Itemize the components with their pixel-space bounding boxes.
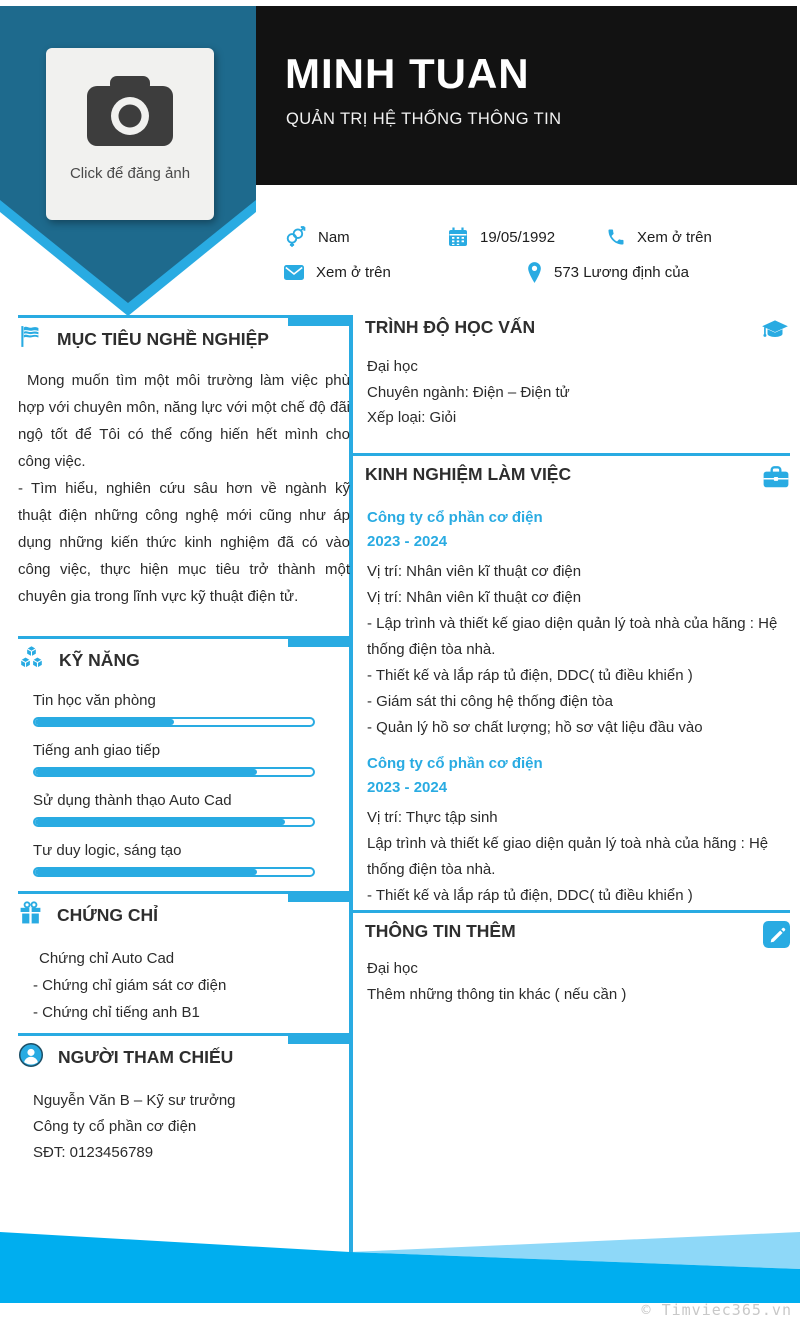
section-references	[18, 1033, 350, 1166]
section-divider	[353, 910, 790, 913]
additional-item: Thêm những thông tin khác ( nếu cần )	[367, 986, 627, 1003]
section-title-skills: KỸ NĂNG	[59, 649, 140, 670]
skill-item[interactable]	[33, 792, 350, 827]
experience-period: 2023 - 2024	[367, 779, 448, 796]
section-education	[365, 317, 790, 431]
experience-line: Vị trí: Nhân viên kĩ thuật cơ điện	[367, 563, 582, 580]
section-experience	[365, 464, 790, 909]
contact-birthday[interactable]	[447, 224, 555, 250]
reference-item: SĐT: 0123456789	[33, 1144, 154, 1161]
certificate-item: - Chứng chỉ tiếng anh B1	[33, 1004, 200, 1021]
photo-ribbon	[0, 0, 256, 320]
education-item: Xếp loại: Giỏi	[367, 409, 457, 426]
section-objective	[18, 315, 350, 610]
certificate-list[interactable]	[18, 945, 350, 1026]
certificate-item: Chứng chỉ Auto Cad	[39, 950, 175, 967]
section-additional	[365, 921, 790, 1008]
experience-line: - Giám sát thi công hệ thống điện tòa	[367, 693, 613, 710]
experience-company: Công ty cổ phần cơ điện	[367, 509, 543, 526]
cv-name[interactable]: MINH TUAN	[285, 50, 530, 97]
skill-list	[18, 692, 350, 877]
additional-list[interactable]	[365, 956, 790, 1008]
contact-phone[interactable]	[606, 224, 712, 250]
experience-line: - Thiết kế và lắp ráp tủ điện, DDC( tủ điều khiển )	[367, 887, 693, 904]
section-skills	[18, 636, 350, 892]
section-rule-accent	[288, 891, 350, 902]
graduation-cap-icon	[760, 317, 790, 348]
experience-line: - Thiết kế và lắp ráp tủ điện, DDC( tủ điều khiển )	[367, 667, 693, 684]
skill-fill	[35, 819, 285, 825]
contact-email-value: Xem ở trên	[316, 263, 391, 281]
skill-bar	[33, 817, 315, 827]
cv-job-title[interactable]: QUẢN TRỊ HỆ THỐNG THÔNG TIN	[286, 110, 562, 128]
name-banner	[255, 6, 797, 185]
education-list[interactable]	[365, 354, 790, 431]
experience-entry[interactable]	[365, 507, 790, 741]
section-divider	[353, 453, 790, 456]
additional-item: Đại học	[367, 960, 418, 977]
flag-icon	[18, 324, 43, 354]
section-title-objective: MỤC TIÊU NGHỀ NGHIỆP	[57, 328, 269, 349]
contact-phone-value: Xem ở trên	[637, 228, 712, 246]
section-title-experience: KINH NGHIỆM LÀM VIỆC	[365, 464, 572, 484]
skill-bar	[33, 867, 315, 877]
section-title-references: NGƯỜI THAM CHIẾU	[58, 1047, 234, 1067]
section-rule-accent	[288, 1033, 350, 1044]
experience-line: Vị trí: Thực tập sinh	[367, 809, 498, 826]
experience-line: Vị trí: Nhân viên kĩ thuật cơ điện	[367, 589, 582, 606]
reference-list[interactable]	[18, 1088, 350, 1166]
contact-address[interactable]	[526, 259, 689, 285]
envelope-icon	[283, 263, 305, 282]
skill-item[interactable]	[33, 842, 350, 877]
objective-paragraph: Mong muốn tìm một môi trường làm việc phù hợp với chuyên môn, năng lực với một chế độ đãi ngộ tốt để Tôi có thể cống hiến hết mình cho công việc.	[18, 372, 350, 470]
section-certificates	[18, 891, 350, 1026]
contact-address-value: 573 Lương định của	[554, 263, 689, 281]
contact-email[interactable]	[283, 259, 391, 285]
section-rule-accent	[288, 315, 350, 326]
cubes-icon	[18, 645, 45, 675]
skill-fill	[35, 869, 257, 875]
skill-bar	[33, 767, 315, 777]
contact-birthday-value: 19/05/1992	[480, 228, 556, 246]
certificate-item: - Chứng chỉ giám sát cơ điện	[33, 977, 227, 994]
skill-fill	[35, 769, 257, 775]
skill-bar	[33, 717, 315, 727]
gender-icon	[283, 225, 307, 249]
edit-pencil-icon[interactable]	[763, 921, 790, 953]
watermark-credit: © Timviec365.vn	[641, 1301, 792, 1319]
experience-period: 2023 - 2024	[367, 533, 448, 550]
objective-paragraph: - Tìm hiểu, nghiên cứu sâu hơn về ngành kỹ thuật điện những công nghệ mới cũng như áp dụng những kiến thức kinh nghiệm đã có vào công việc, thực hiện mục tiêu trở thành một chuyên gia trong lĩnh vực kỹ thuật điện tử.	[18, 480, 350, 605]
skill-item[interactable]	[33, 742, 350, 777]
skill-label: Tư duy logic, sáng tạo	[33, 842, 182, 859]
photo-upload-label: Click để đăng ảnh	[69, 165, 191, 182]
section-title-certificates: CHỨNG CHỈ	[57, 904, 159, 925]
education-item: Đại học	[367, 358, 418, 375]
skill-label: Tiếng anh giao tiếp	[33, 742, 161, 759]
section-rule-accent	[288, 636, 350, 647]
skill-fill	[35, 719, 174, 725]
experience-line: Lập trình và thiết kế giao diện quản lý toà nhà của hãng : Hệ thống điện tòa nhà.	[367, 835, 769, 878]
contact-gender-value: Nam	[318, 228, 350, 246]
reference-item: Nguyễn Văn B – Kỹ sư trưởng	[33, 1092, 236, 1109]
experience-company: Công ty cổ phần cơ điện	[367, 755, 543, 772]
reference-item: Công ty cổ phần cơ điện	[33, 1118, 197, 1135]
briefcase-icon	[762, 464, 790, 495]
section-title-education: TRÌNH ĐỘ HỌC VẤN	[365, 317, 536, 337]
experience-entry[interactable]	[365, 753, 790, 909]
camera-icon	[82, 70, 178, 154]
map-pin-icon	[526, 261, 543, 284]
photo-upload-placeholder[interactable]	[46, 48, 214, 220]
footer-wave	[0, 1225, 800, 1305]
education-item: Chuyên ngành: Điện – Điện tử	[367, 383, 570, 401]
phone-icon	[606, 227, 626, 247]
experience-line: - Lập trình và thiết kế giao diện quản lý toà nhà của hãng : Hệ thống điện tòa nhà.	[367, 615, 778, 658]
objective-text[interactable]	[18, 367, 350, 610]
skill-label: Tin học văn phòng	[33, 692, 156, 709]
person-circle-icon	[18, 1042, 44, 1073]
experience-line: - Quản lý hồ sơ chất lượng; hồ sơ vật liệu đầu vào	[367, 719, 703, 736]
skill-item[interactable]	[33, 692, 350, 727]
contact-gender[interactable]	[283, 224, 350, 250]
skill-label: Sử dụng thành thạo Auto Cad	[33, 792, 232, 809]
calendar-icon	[447, 226, 469, 248]
gift-icon	[18, 900, 43, 930]
section-title-additional: THÔNG TIN THÊM	[365, 921, 516, 941]
